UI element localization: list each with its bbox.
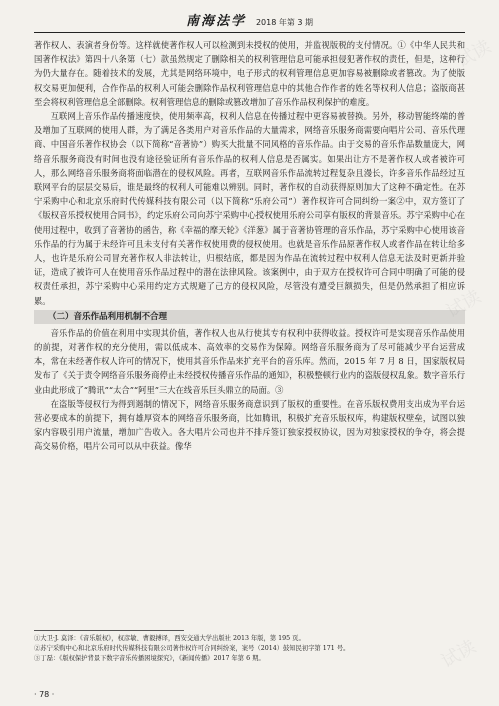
paragraph: 互联网上音乐作品传播速度快，使用频率高，权利人信息在传播过程中更容易被替换。另外，移动智能终端的普及增加了互联网的使用人群，为了满足各类用户对音乐作品的大量需求，网络音乐服务商需要向唱片公司、音乐代理商、中国音乐著作权协会（以下简称“音著协”）购买大批量不同风格的音乐作品。由于交易的音乐作品数量庞大，网络音乐服务商没有时间也没有途径验证所有音乐作品的权利人信息是否属实。如果出让方不是著作权人或者被许可人，那么网络音乐服务商将面临潜在的侵权风险。再者，互联网音乐作品流转过程复杂且漫长，许多音乐作品经过互联网平台的层层交易后，谁是最终的权利人可能难以辨别。同时，著作权的自动获得原则加大了这种不确定性。在苏宁采购中心和北京乐府时代传媒科技有限公司（以下简称“乐府公司”）著作权许可合同纠纷一案②中，双方签订了《版权音乐授权使用合同书》，约定乐府公司向苏宁采购中心授权使用乐府公司享有版权的背景音乐。苏宁采购中心在使用过程中，收到了音著协的函告，称《幸福的摩天轮》《洋葱》属于音著协管理的音乐作品，苏宁采购中心使用该音乐作品的行为属于未经许可且未支付有关著作权使用费的侵权使用。也就是音乐作品原著作权人或者作品在转让给多人，也许是乐府公司冒充著作权人非法转让，归根结底，都是因为作品在流转过程中权利人信息无法及时更新并验证，造成了被许可人在使用音乐作品过程中的潜在法律风险。该案例中，由于双方在授权许可合同中明确了可能的侵权责任承担，苏宁采购中心采用约定方式规避了己方的侵权风险，尽管没有遭受巨额损失，但是仍然承担了相应诉累。	[34, 111, 465, 306]
watermark-stamp: 试读	[442, 286, 485, 323]
paragraph: 音乐作品的价值在利用中实现其价值，著作权人也从行使其专有权利中获得收益。授权许可是实现音乐作品使用的前提，对著作权的充分使用，需以低成本、高效率的交易作为保障。网络音乐服务商为了尽可能减少平台运营成本，常在未经著作权人许可的情况下，使用其音乐作品来扩充平台的音乐库。然而，2015 年 7 月 8 日，国家版权局发布了《关于责令网络音乐服务商停止未经授权传播音乐作品的通知》，积极整顿行业内的盗版侵权乱象。数字音乐行业由此形成了“腾讯”“太合”“阿里”三大在线音乐巨头鼎立的局面。③	[34, 327, 465, 395]
footnote: ③丁磊：《版权保护背景下数字音乐传播困境探究》，《新闻传播》2017 年第 6 期。	[34, 655, 265, 662]
footnote: ②苏宁采购中心和北京乐府时代传媒科技有限公司著作权许可合同纠纷案，案号（2014）鼓知民初字第 171 号。	[34, 645, 350, 652]
paragraph: 在盗版等侵权行为得到遏制的情况下，网络音乐服务商意识到了版权的重要性。在音乐版权费用支出成为平台运营必要成本的前提下，拥有雄厚资本的网络音乐服务商，比如腾讯，积极扩充音乐版权库，构建版权壁垒，试图以独家内容吸引用户流量，增加广告收入。各大唱片公司也并不排斥签订独家授权协议，因为对独家授权的争夺，将会提高交易价格，唱片公司可以从中获益。像华	[34, 398, 465, 452]
paragraph: 著作权人、表演者身份等。这样就使著作权人可以检测到未授权的使用，并监视版税的支付情况。①《中华人民共和国著作权法》第四十八条第（七）款虽然规定了删除相关的权利管理信息可能承担侵犯著作权的责任，但是，这种行为仍大量存在。随着技术的发展，尤其是网络环境中，电子形式的权利管理信息更加容易被删除或者篡改。为了使版权交易更加便利，合作作品的权利人可能会删除作品权利管理信息中的其他合作作者的姓名等权利人信息；盗版商甚至会将权利管理信息全部删除。权利管理信息的删除或篡改增加了音乐作品权利保护的难度。	[34, 40, 465, 107]
watermark-stamp: 试读	[437, 636, 480, 673]
issue-label: 2018 年第 3 期	[255, 18, 314, 27]
footnote: ①大卫·J. 莫泽：《音乐版权》，权彦敏、曹毅搏译，西安交通大学出版社 2013 年版，第 195 页。	[34, 635, 305, 642]
article-body	[34, 38, 465, 454]
footnotes	[34, 630, 350, 664]
journal-logo: 南海法学	[185, 14, 246, 29]
section-heading: （二）音乐作品利用机制不合理	[34, 310, 465, 324]
watermark-stamp: 试读	[452, 36, 495, 73]
page-header	[34, 10, 465, 33]
page-number: · 78 ·	[34, 690, 55, 699]
